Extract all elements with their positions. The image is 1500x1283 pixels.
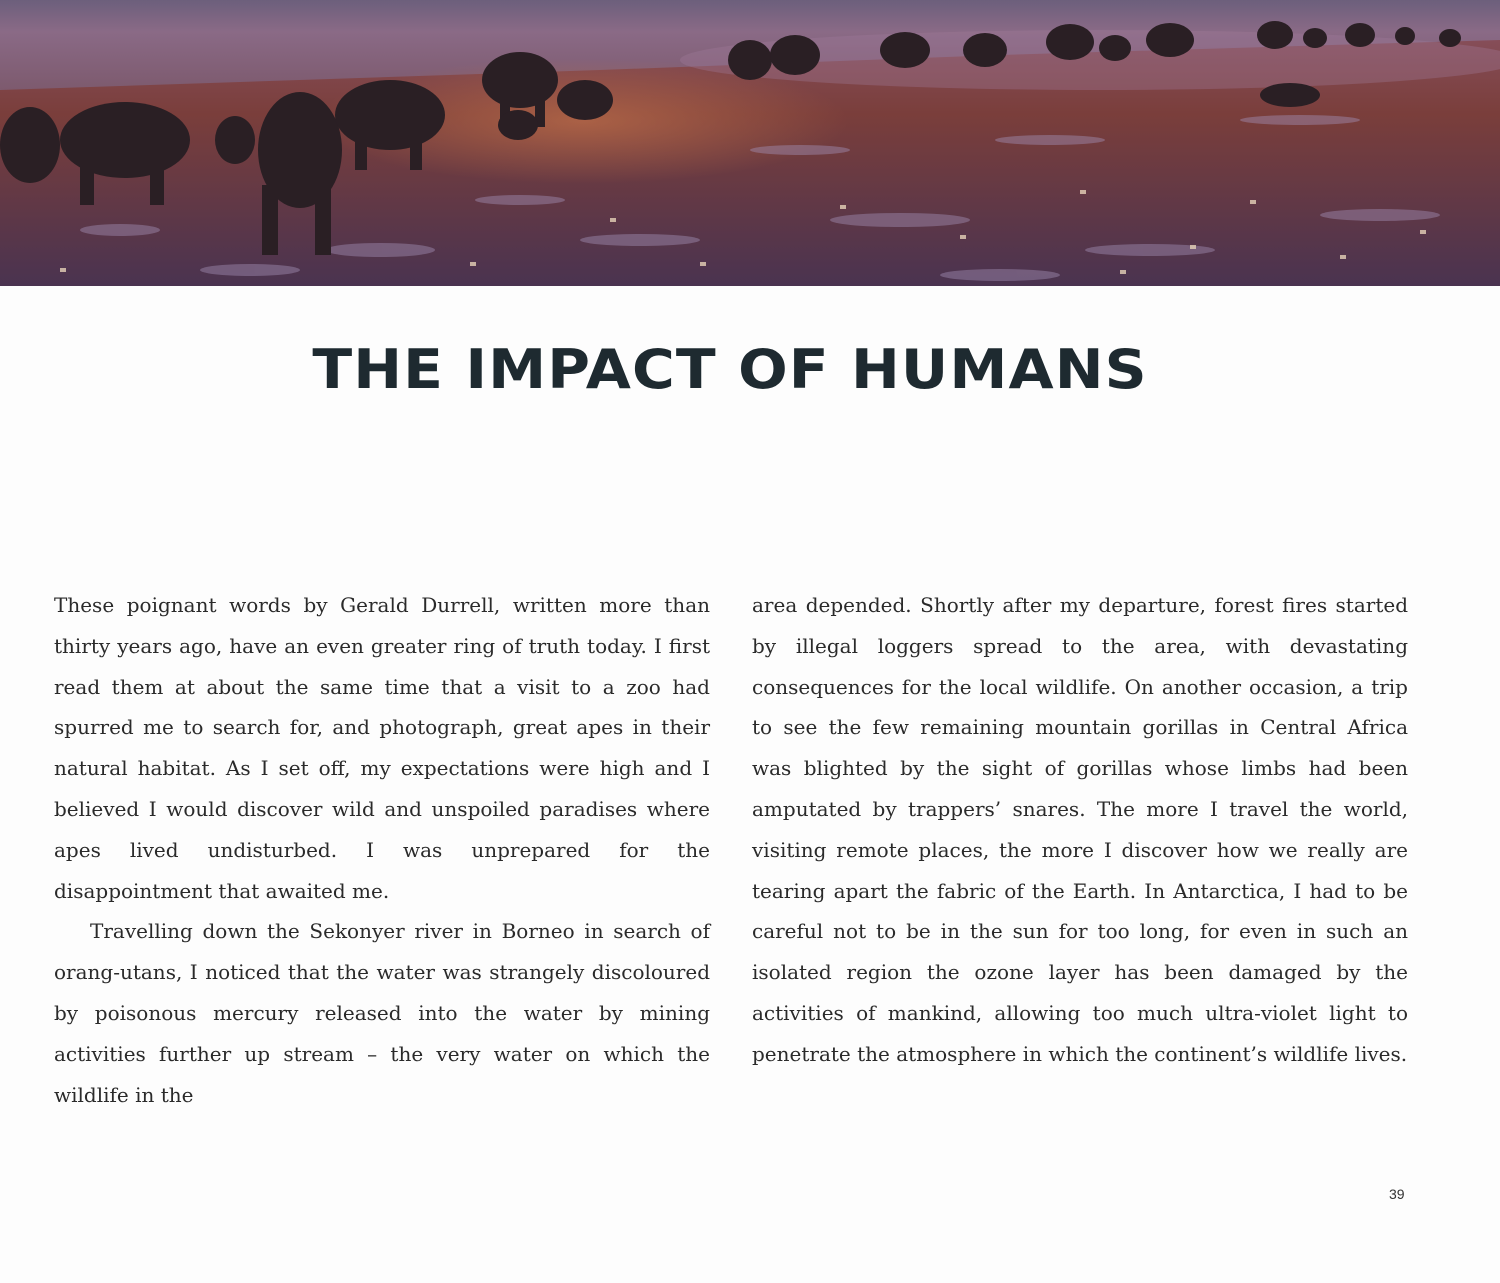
- photo-illustration: [0, 0, 1500, 286]
- paragraph: Travelling down the Sekonyer river in Borneo in search of orang-utans, I noticed that the water was strangely discoloured by poisonous mercury released into the water by mining activities further up stream – the very water on which the wildlife in the: [54, 919, 710, 1107]
- page-number: 39: [1389, 1186, 1405, 1202]
- right-text-column: [752, 585, 1408, 1075]
- paragraph: These poignant words by Gerald Durrell, written more than thirty years ago, have an even greater ring of truth today. I first read them at about the same time that a visit to a zoo had spurred me to search for, and photograph, great apes in their natural habitat. As I set off, my expectations were high and I believed I would discover wild and unspoiled paradises where apes lived undisturbed. I was unprepared for the disappointment that awaited me.: [54, 593, 710, 903]
- elephant-herd-photo: [0, 0, 1500, 286]
- paragraph: area depended. Shortly after my departure, forest fires started by illegal loggers spread to the area, with devastating consequences for the local wildlife. On another occasion, a trip to see the few remaining mountain gorillas in Central Africa was blighted by the sight of gorillas whose limbs had been amputated by trappers’ snares. The more I travel the world, visiting remote places, the more I discover how we really are tearing apart the fabric of the Earth. In Antarctica, I had to be careful not to be in the sun for too long, for even in such an isolated region the ozone layer has been damaged by the activities of mankind, allowing too much ultra-violet light to penetrate the atmosphere in which the continent’s wildlife lives.: [752, 593, 1408, 1066]
- left-text-column: [54, 585, 710, 1115]
- chapter-title: THE IMPACT OF HUMANS: [312, 338, 1148, 401]
